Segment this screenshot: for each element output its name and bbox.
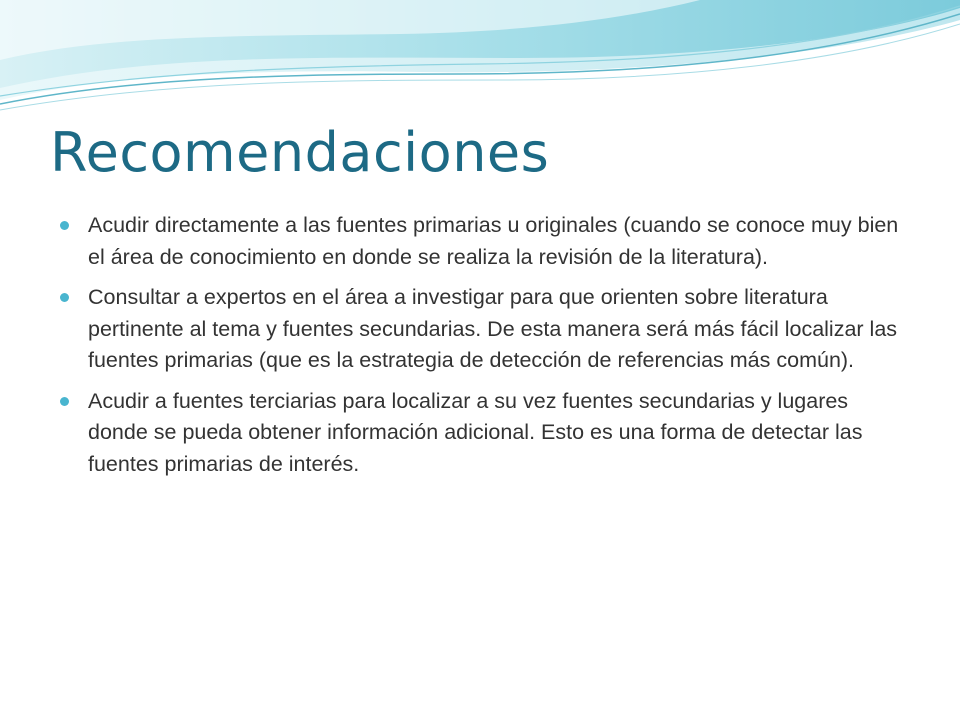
- bullet-text: Acudir a fuentes terciarias para localizar a su vez fuentes secundarias y lugares donde se pueda obtener información adicional. Esto es una forma de detectar las fuentes primarias de interés.: [88, 388, 863, 476]
- bullet-text: Acudir directamente a las fuentes primarias u originales (cuando se conoce muy bien el área de conocimiento en donde se realiza la revisión de la literatura).: [88, 213, 899, 269]
- bullet-dot-icon: [60, 221, 69, 230]
- bullet-text: Consultar a expertos en el área a investigar para que orienten sobre literatura pertinente al tema y fuentes secundarias. De esta manera será más fácil localizar las fuentes primarias (que es la estrategia de detección de referencias más común).: [88, 285, 898, 372]
- bullet-dot-icon: [60, 293, 69, 302]
- bullet-item: [60, 282, 910, 377]
- bullet-dot-icon: [60, 397, 69, 406]
- bullet-item: [60, 210, 910, 273]
- header-wave-decoration: [0, 0, 960, 130]
- bullet-item: [60, 386, 910, 481]
- bullet-list: [60, 210, 910, 489]
- slide-title: Recomendaciones: [50, 121, 550, 184]
